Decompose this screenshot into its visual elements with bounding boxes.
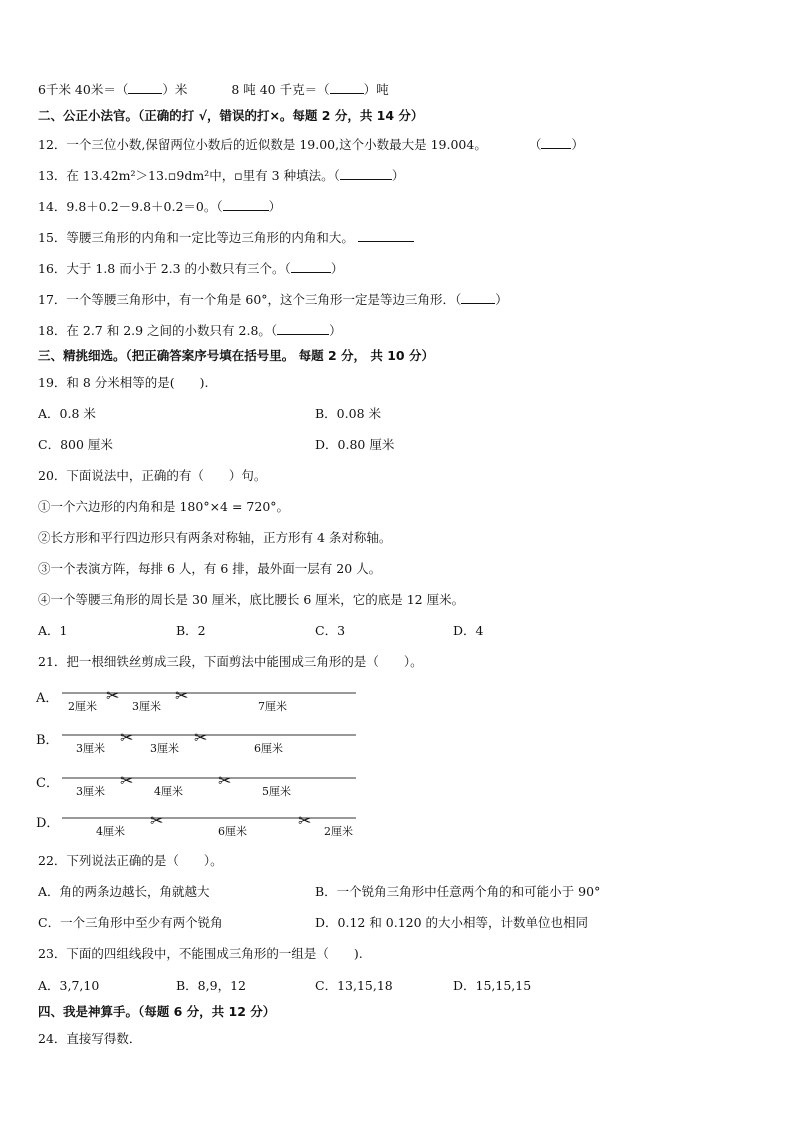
segment-label: 2厘米 xyxy=(324,825,353,838)
q23-option-a[interactable]: A．3,7,10 xyxy=(38,978,100,993)
segment-label: 2厘米 xyxy=(68,700,97,713)
paren-close: ） xyxy=(495,292,508,307)
question-16-text: 16．大于 1.8 而小于 2.3 的小数只有三个。（ xyxy=(38,261,291,276)
scissors-icon: ✂ xyxy=(150,811,164,830)
q20-option-d[interactable]: D．4 xyxy=(453,623,484,638)
q20-option-b[interactable]: B．2 xyxy=(176,623,206,638)
question-20-stem: 20．下面说法中，正确的有（ ）句。 xyxy=(38,468,267,483)
segment-label: 4厘米 xyxy=(154,785,183,798)
segment-label: 3厘米 xyxy=(76,742,105,755)
paren-close: ） xyxy=(391,168,405,183)
q23-option-b[interactable]: B．8,9，12 xyxy=(176,978,246,993)
conversion-left-unit: ）米 xyxy=(162,82,188,97)
question-19-stem: 19．和 8 分米相等的是( ). xyxy=(38,375,209,390)
q20-option-a[interactable]: A．1 xyxy=(38,623,68,638)
segment-label: 3厘米 xyxy=(150,742,179,755)
question-23-stem: 23．下面的四组线段中，不能围成三角形的一组是（ ). xyxy=(38,946,363,961)
question-13-text: 13．在 13.42m²＞13.▫9dm²中，▫里有 3 种填法。（ xyxy=(38,168,340,183)
conversion-line xyxy=(38,80,389,99)
question-16 xyxy=(38,259,343,278)
section-4-title: 四、我是神算手。（每题 6 分，共 12 分） xyxy=(38,1004,276,1019)
q19-option-c[interactable]: C．800 厘米 xyxy=(38,437,113,452)
q19-option-a[interactable]: A．0.8 米 xyxy=(38,406,96,421)
section-3-title: 三、精挑细选。（把正确答案序号填在括号里。 每题 2 分， 共 10 分） xyxy=(38,348,434,363)
question-21-stem: 21．把一根细铁丝剪成三段，下面剪法中能围成三角形的是（ ）。 xyxy=(38,654,423,669)
question-12-text: 12．一个三位小数,保留两位小数后的近似数是 19.00,这个小数最大是 19.004。 xyxy=(38,137,487,152)
conversion-right: 8 吨 40 千克＝（ xyxy=(231,82,330,97)
segment-label: 4厘米 xyxy=(96,825,125,838)
q20-option-c[interactable]: C．3 xyxy=(315,623,346,638)
q20-statement-4: ④一个等腰三角形的周长是 30 厘米，底比腰长 6 厘米，它的底是 12 厘米。 xyxy=(38,592,465,607)
question-12 xyxy=(38,135,584,154)
q22-option-d[interactable]: D．0.12 和 0.120 的大小相等，计数单位也相同 xyxy=(315,915,589,930)
wire-diagram-c xyxy=(60,771,360,805)
q20-statement-2: ②长方形和平行四边形只有两条对称轴，正方形有 4 条对称轴。 xyxy=(38,530,392,545)
q20-statement-1: ①一个六边形的内角和是 180°×4 = 720°。 xyxy=(38,499,290,514)
answer-blank[interactable] xyxy=(340,166,392,180)
conversion-right-unit: ）吨 xyxy=(363,82,389,97)
answer-blank[interactable] xyxy=(291,259,331,273)
scissors-icon: ✂ xyxy=(120,771,134,790)
diagram-letter: A． xyxy=(36,691,59,706)
q19-option-b[interactable]: B．0.08 米 xyxy=(315,406,381,421)
answer-blank[interactable] xyxy=(128,80,162,94)
segment-label: 7厘米 xyxy=(258,700,287,713)
answer-blank[interactable] xyxy=(330,80,364,94)
conversion-left: 6千米 40米＝（ xyxy=(38,82,129,97)
answer-blank[interactable] xyxy=(461,290,495,304)
answer-blank[interactable] xyxy=(358,228,414,242)
diagram-letter: C． xyxy=(36,776,59,791)
q20-statement-3: ③一个表演方阵，每排 6 人，有 6 排，最外面一层有 20 人。 xyxy=(38,561,382,576)
scissors-icon: ✂ xyxy=(298,811,312,830)
question-18 xyxy=(38,321,342,340)
q22-option-a[interactable]: A．角的两条边越长，角就越大 xyxy=(38,884,210,899)
paren-close: ） xyxy=(268,199,282,214)
answer-blank[interactable] xyxy=(541,135,571,149)
question-15 xyxy=(38,228,414,247)
question-22-stem: 22．下列说法正确的是（ ）。 xyxy=(38,853,223,868)
question-13 xyxy=(38,166,404,185)
diagram-letter: B． xyxy=(36,733,59,748)
q23-option-c[interactable]: C．13,15,18 xyxy=(315,978,393,993)
wire-diagram-b xyxy=(60,728,360,762)
answer-blank[interactable] xyxy=(223,197,269,211)
scissors-icon: ✂ xyxy=(120,728,134,747)
question-14-text: 14．9.8＋0.2－9.8＋0.2＝0。（ xyxy=(38,199,223,214)
wire-diagram-d xyxy=(60,811,360,845)
segment-label: 3厘米 xyxy=(132,700,161,713)
q23-option-d[interactable]: D．15,15,15 xyxy=(453,978,532,993)
question-17 xyxy=(38,290,508,309)
segment-label: 6厘米 xyxy=(218,825,247,838)
diagram-letter: D． xyxy=(36,816,60,831)
scissors-icon: ✂ xyxy=(194,728,208,747)
segment-label: 5厘米 xyxy=(262,785,291,798)
paren-close: ） xyxy=(330,261,344,276)
paren-close: ） xyxy=(329,323,342,338)
q22-option-b[interactable]: B．一个锐角三角形中任意两个角的和可能小于 90° xyxy=(315,884,601,899)
section-2-title: 二、公正小法官。（正确的打 √，错误的打×。每题 2 分，共 14 分） xyxy=(38,108,424,123)
wire-diagram-a xyxy=(60,686,360,720)
paren-close: ） xyxy=(571,137,584,152)
question-24: 24．直接写得数． xyxy=(38,1031,142,1046)
segment-label: 3厘米 xyxy=(76,785,105,798)
scissors-icon: ✂ xyxy=(218,771,232,790)
segment-label: 6厘米 xyxy=(254,742,283,755)
scissors-icon: ✂ xyxy=(175,686,189,705)
q19-option-d[interactable]: D．0.80 厘米 xyxy=(315,437,395,452)
paren-open: （ xyxy=(528,137,542,152)
question-15-text: 15．等腰三角形的内角和一定比等边三角形的内角和大。 xyxy=(38,230,354,245)
q22-option-c[interactable]: C．一个三角形中至少有两个锐角 xyxy=(38,915,223,930)
question-17-text: 17．一个等腰三角形中，有一个角是 60°，这个三角形一定是等边三角形．（ xyxy=(38,292,462,307)
question-18-text: 18．在 2.7 和 2.9 之间的小数只有 2.8。（ xyxy=(38,323,278,338)
question-14 xyxy=(38,197,281,216)
answer-blank[interactable] xyxy=(277,321,329,335)
scissors-icon: ✂ xyxy=(106,686,120,705)
